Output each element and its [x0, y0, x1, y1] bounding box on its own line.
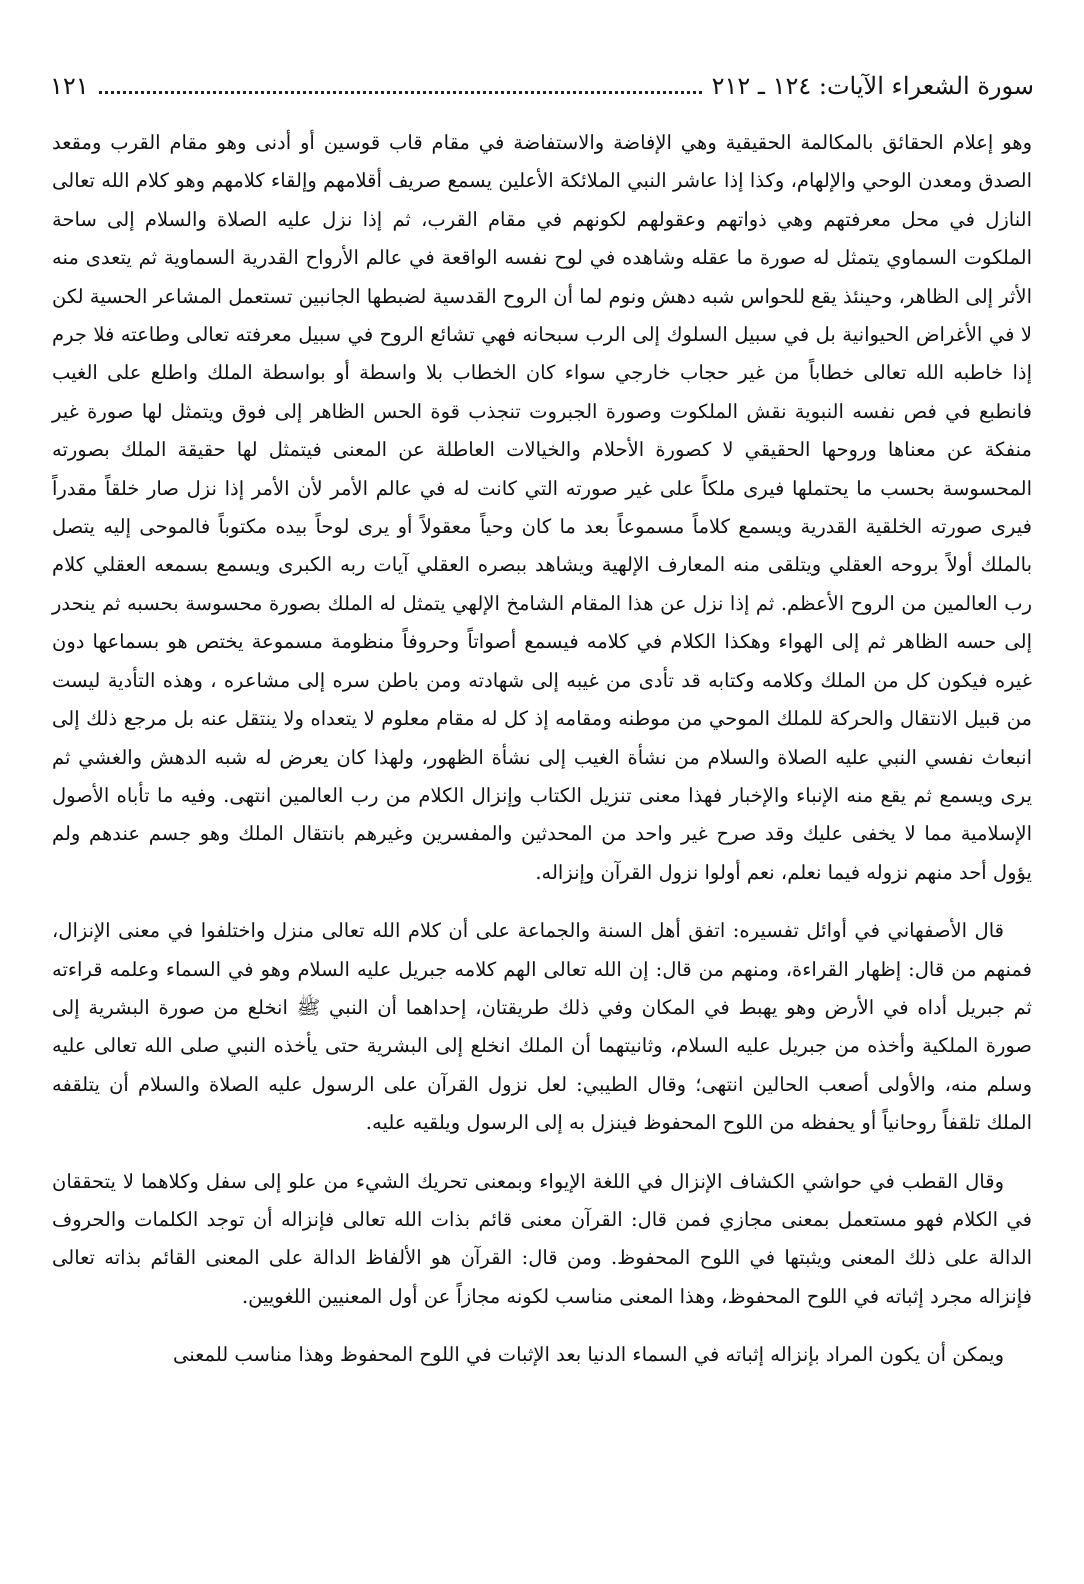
paragraph-4: ويمكن أن يكون المراد بإنزاله إثباته في السماء الدنيا بعد الإثبات في اللوح المحفوظ وهذا مناسب للمعنى — [173, 1343, 1004, 1367]
paragraph-3: وقال القطب في حواشي الكشاف الإنزال في اللغة الإيواء وبمعنى تحريك الشيء من علو إلى سفل وكلاهما لا يتحققان في الكلام فهو مستعمل بمعنى مجازي فمن قال: القرآن معنى قائم بذات الله تعالى فإنزاله أن توجد الكلمات والحروف الدالة على ذلك المعنى ويثبتها في اللوح المحفوظ. ومن قال: القرآن هو الألفاظ الدالة على المعنى القائم بذاته تعالى فإنزاله مجرد إثباته في اللوح المحفوظ، وهذا المعنى مناسب لكونه مجازاً عن أول المعنيين اللغويين. — [52, 1169, 1032, 1308]
paragraph-2: قال الأصفهاني في أوائل تفسيره: اتفق أهل السنة والجماعة على أن كلام الله تعالى منزل واختلفوا في معنى الإنزال، فمنهم من قال: إظهار القراءة، ومنهم من قال: إن الله تعالى الهم كلامه جبريل عليه السلام وهو في السماء وعلمه قراءته ثم جبريل أداه في الأرض وهو يهبط في المكان وفي ذلك طريقتان، إحداهما أن النبي ﷺ انخلع من صورة البشرية إلى صورة الملكية وأخذه من جبريل عليه السلام، وثانيتهما أن الملك انخلع إلى البشرية حتى يأخذه النبي صلى الله تعالى عليه وسلم منه، والأولى أصعب الحالين انتهى؛ وقال الطيبي: لعل نزول القرآن على الرسول عليه الصلاة والسلام أن يتلقفه الملك تلقفاً روحانياً أو يحفظه من اللوح المحفوظ فينزل به إلى الرسول ويلقيه عليه. — [52, 919, 1032, 1135]
running-head — [50, 72, 1034, 112]
paragraph-1: وهو إعلام الحقائق بالمكالمة الحقيقية وهي الإفاضة والاستفاضة في مقام قاب قوسين أو أدنى وهو مقام القرب ومقعد الصدق ومعدن الوحي والإلهام، وكذا إذا عاشر النبي الملائكة الأعلين يسمع صريف أقلامهم وإلقاء كلامهم وهو كلام الله تعالى النازل في محل معرفتهم وهي ذواتهم وعقولهم لكونهم في مقام القرب، ثم إذا نزل عليه الصلاة والسلام إلى ساحة الملكوت السماوي يتمثل له صورة ما عقله وشاهده في لوح نفسه الواقعة في عالم الأرواح القدرية السماوية ثم يتعدى منه الأثر إلى الظاهر، وحينئذ يقع للحواس شبه دهش ونوم لما أن الروح القدسية لضبطها الجانبين تستعمل المشاعر الحسية لكن لا في الأغراض الحيوانية بل في سبيل السلوك إلى الرب سبحانه فهي تشائع الروح في سبيل معرفته تعالى وطاعته فلا جرم إذا خاطبه الله تعالى خطاباً من غير حجاب خارجي سواء كان الخطاب بلا واسطة أو بواسطة الملك واطلع على الغيب فانطبع في فص نفسه النبوية نقش الملكوت وصورة الجبروت تنجذب قوة الحس الظاهر إلى فوق ويتمثل لها صورة غير منفكة عن معناها وروحها الحقيقي لا كصورة الأحلام والخيالات العاطلة عن المعنى فيتمثل لها حقيقة الملك بصورته المحسوسة بحسب ما يحتملها فيرى ملكاً على غير صورته التي كانت له في عالم الأمر لأن الأمر إذا نزل صار خلقاً مقدراً فيرى صورته الخلقية القدرية ويسمع كلاماً مسموعاً بعد ما كان وحياً معقولاً أو يرى لوحاً بيده مكتوباً فالموحى إليه يتصل بالملك أولاً بروحه العقلي ويتلقى منه المعارف الإلهية ويشاهد ببصره العقلي آيات ربه الكبرى ويسمع بسمعه العقلي كلام رب العالمين من الروح الأعظم. ثم إذا نزل عن هذا المقام الشامخ الإلهي يتمثل له الملك بصورة محسوسة بحسبه ثم ينحدر إلى حسه الظاهر ثم إلى الهواء وهكذا الكلام في كلامه فيسمع أصواتاً وحروفاً منظومة مسموعة يختص هو بسماعها دون غيره فيكون كل من الملك وكلامه وكتابه قد تأدى من غيبه إلى شهادته ومن باطن سره إلى مشاعره ، وهذه التأدية ليست من قبيل الانتقال والحركة للملك الموحي من موطنه ومقامه إذ كل له مقام معلوم لا يتعداه ولا ينتقل عنه بل مرجع ذلك إلى انبعاث نفسي النبي عليه الصلاة والسلام من نشأة الغيب إلى نشأة الظهور، ولهذا كان يعرض له شبه الدهش والغشي ثم يرى ويسمع ثم يقع منه الإنباء والإخبار فهذا معنى تنزيل الكتاب وإنزال الكلام من رب العالمين انتهى. وفيه ما تأباه الأصول الإسلامية مما لا يخفى عليك وقد صرح غير واحد من المحدثين والمفسرين وغيرهم بانتقال الملك وهو جسم عندهم ولم يؤول أحد منهم نزوله فيما نعلم، نعم أولوا نزول القرآن وإنزاله. — [52, 131, 1032, 884]
dotted-leader — [99, 73, 702, 94]
surah-title: سورة الشعراء الآيات: ١٢٤ ـ ٢١٢ — [711, 72, 1034, 100]
page-body — [52, 124, 1032, 1395]
page-number: ١٢١ — [50, 72, 89, 100]
